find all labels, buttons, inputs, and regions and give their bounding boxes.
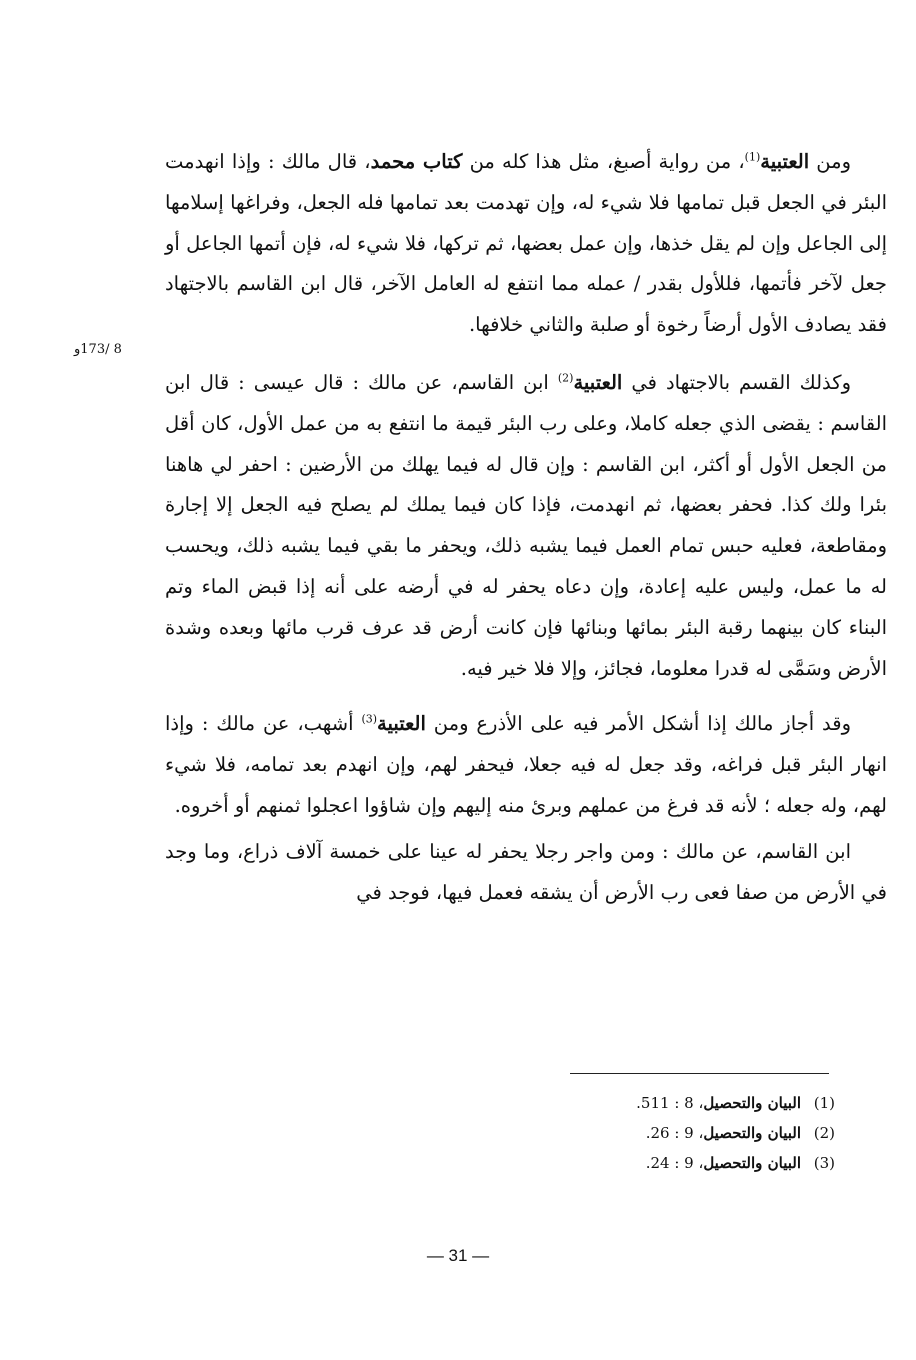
footnote-text bbox=[500, 1088, 801, 1118]
footnote-reference: ، 8 : 511. bbox=[636, 1094, 704, 1112]
footnote-source: البيان والتحصيل bbox=[703, 1124, 801, 1142]
text-run: وكذلك القسم بالاجتهاد في bbox=[622, 370, 851, 394]
footnote-reference: ، 9 : 26. bbox=[645, 1124, 704, 1142]
manuscript-folio-reference: 8 /173و bbox=[74, 342, 122, 357]
footnotes bbox=[500, 1088, 835, 1178]
footnote-number: (1) bbox=[813, 1094, 835, 1112]
paragraph bbox=[165, 832, 887, 914]
footnote-marker: (3) bbox=[361, 712, 378, 726]
footnote-separator bbox=[570, 1073, 829, 1074]
footnote-text bbox=[500, 1118, 801, 1148]
footnote-marker: (2) bbox=[557, 371, 574, 385]
footnote bbox=[500, 1088, 835, 1118]
main-text bbox=[165, 142, 887, 913]
footnote-reference: ، 9 : 24. bbox=[645, 1154, 704, 1172]
text-run: ومن bbox=[809, 150, 852, 173]
footnote bbox=[500, 1148, 835, 1178]
bold-citation: العتبية bbox=[573, 370, 623, 394]
text-run: أشهب، عن مالك : وإذا انهار البئر قبل فراغه، وقد جعل له فيه جعلا، فيحفر لهم، وإن انهدم بعد تمامه، فلا شيء لهم، وله جعله ؛ لأنه قد فرغ من عملهم وبرئ منه إليهم وإن شاؤوا اعجلوا ثمنهم أو أخروه. bbox=[165, 712, 887, 817]
text-run: ، من رواية أصبغ، مثل هذا كله من bbox=[462, 150, 745, 173]
footnote-text bbox=[500, 1148, 801, 1178]
text-run: ابن القاسم، عن مالك : ومن واجر رجلا يحفر له عينا على خمسة آلاف ذراع، وما وجد في الأرض من صفا فعى رب الأرض أن يشقه فعمل فيها، فوجد في bbox=[165, 839, 887, 904]
paragraph bbox=[165, 363, 887, 689]
text-run: ابن القاسم، عن مالك : قال عيسى : قال ابن القاسم : يقضى الذي جعله كاملا، وعلى رب البئر قيمة ما انتفع به من عمل الأول، كان أقل من الجعل الأول أو أكثر، ابن القاسم : وإن قال له فيما يهلك من الأرضين : احفر لي هاهنا بئرا ولك كذا. فحفر بعضها، ثم انهدمت، فإذا كان فيما يملك لم يصلح فيه الجعل إلا إجارة ومقاطعة، فعليه حبس تمام العمل فيما يشبه ذلك، ويحفر ما بقي فيما يشبه ذلك، ويحسب له ما عمل، وليس عليه إعادة، وإن دعاه يحفر له في أرضه على أنه إذا قبض الماء وتم البناء كان بينهما رقبة البئر بمائها وبنائها فإن كانت أرض قد عرف قرب مائها وبعده وشدة الأرض وسَمَّى له قدرا معلوما، فجائز، وإلا فلا خير فيه. bbox=[165, 370, 887, 680]
footnote bbox=[500, 1118, 835, 1148]
paragraph bbox=[165, 704, 887, 826]
footnote-source: البيان والتحصيل bbox=[703, 1094, 801, 1112]
text-run: ، قال مالك : وإذا انهدمت البئر في الجعل قبل تمامها فلا شيء له، وإن تهدمت بعد تمامها فله الجعل، وفراغها إسلامها إلى الجاعل وإن لم يقل خذها، وإن عمل بعضها، ثم تركها، فلا شيء له، فإن أتمها الجاعل أو جعل لآخر فأتمها، فللأول بقدر / عمله مما انتفع له العامل الآخر، قال ابن القاسم بالاجتهاد فقد يصادف الأول أرضاً رخوة أو صلبة والثاني خلافها. bbox=[165, 150, 887, 337]
footnote-source: البيان والتحصيل bbox=[703, 1154, 801, 1172]
page-number: — 31 — bbox=[426, 1246, 490, 1265]
footnote-number: (3) bbox=[813, 1154, 835, 1172]
bold-citation: كتاب محمد bbox=[370, 150, 463, 173]
bold-citation: العتبية bbox=[760, 150, 810, 173]
footnote-marker: (1) bbox=[744, 150, 761, 164]
text-run: وقد أجاز مالك إذا أشكل الأمر فيه على الأذرع ومن bbox=[425, 712, 851, 736]
footnote-number: (2) bbox=[813, 1124, 835, 1142]
paragraph bbox=[165, 142, 887, 346]
bold-citation: العتبية bbox=[377, 712, 426, 736]
